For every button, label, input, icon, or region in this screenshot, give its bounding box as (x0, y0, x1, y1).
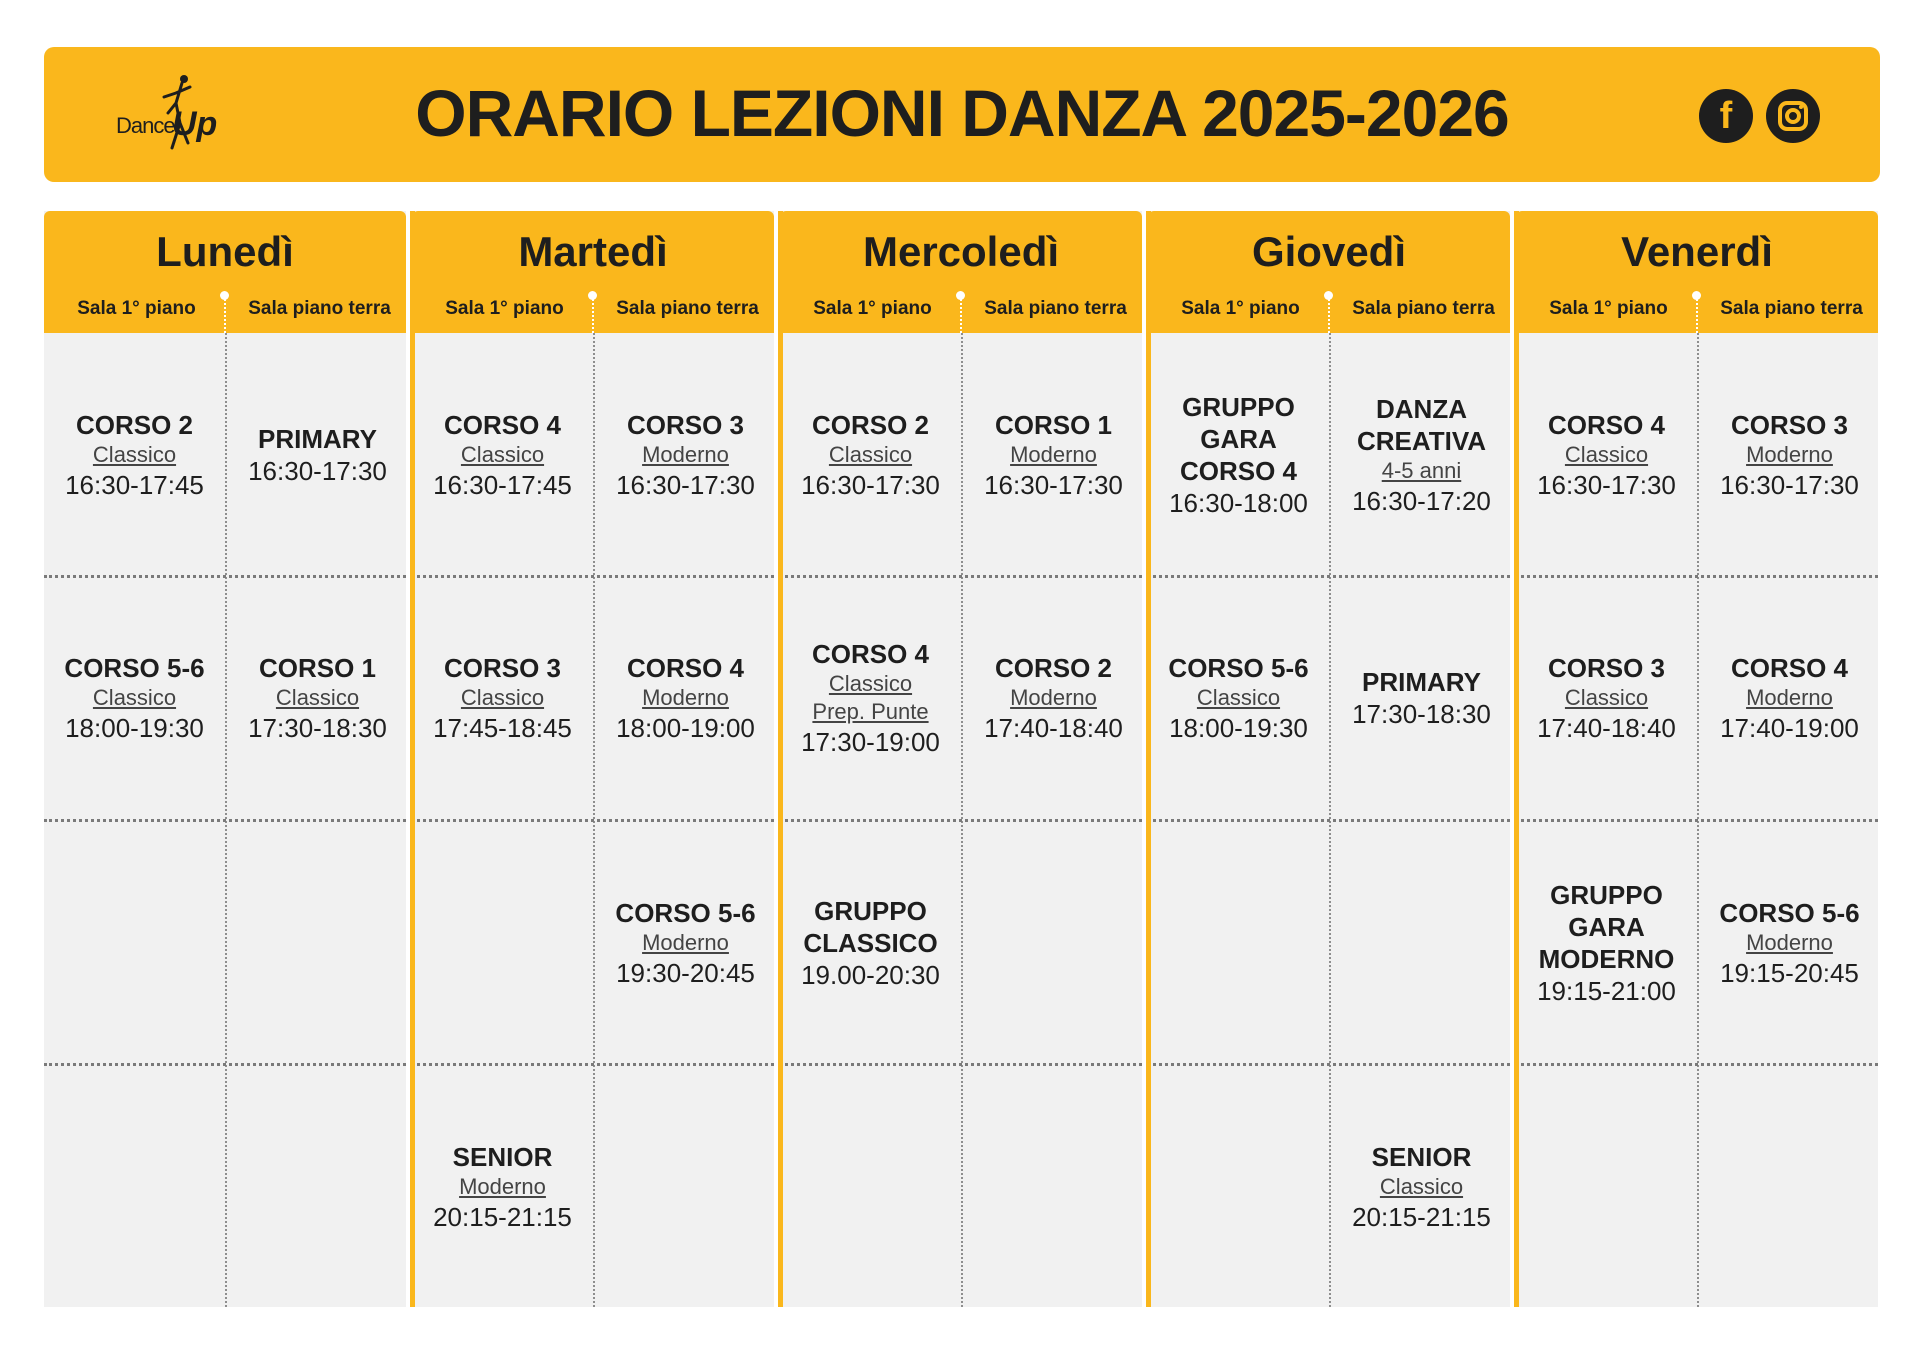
class-cell (227, 333, 406, 576)
class-time: 17:40-19:00 (1720, 712, 1859, 743)
class-name: CORSO 4 (1547, 409, 1666, 440)
room-label: Sala piano terra (248, 298, 391, 319)
class-cell (412, 333, 593, 576)
instagram-icon[interactable] (1766, 89, 1820, 143)
class-cell (1699, 576, 1878, 819)
class-style: Moderno (642, 684, 729, 710)
class-name: CORSO 5-6 (615, 897, 756, 928)
class-cell (1516, 576, 1697, 819)
class-time: 18:00-19:30 (1169, 712, 1308, 743)
class-name: SENIOR (1371, 1141, 1472, 1172)
class-style: Moderno (1746, 684, 1833, 710)
class-time: 20:15-21:15 (433, 1201, 572, 1232)
class-cell (44, 333, 225, 576)
class-name: CORSO 3 (443, 652, 562, 683)
class-cell (1516, 333, 1697, 576)
day-header (1516, 211, 1878, 333)
room-label: Sala 1° piano (1181, 298, 1300, 319)
class-cell (1331, 1065, 1510, 1307)
day-name: Mercoledì (862, 228, 1060, 275)
class-style: Classico (92, 684, 177, 710)
day-header (1148, 211, 1510, 333)
class-time: 16:30-17:30 (801, 469, 940, 500)
class-cell (44, 576, 225, 819)
class-style: Classico (1379, 1173, 1464, 1199)
class-name: GRUPPO GARA MODERNO (1538, 879, 1675, 974)
class-style: Moderno (459, 1173, 546, 1199)
class-style: Classico (1196, 684, 1281, 710)
class-cell (1699, 333, 1878, 576)
class-time: 16:30-17:30 (984, 469, 1123, 500)
day-header (780, 211, 1142, 333)
room-label: Sala 1° piano (445, 298, 564, 319)
class-cell (412, 1065, 593, 1307)
class-time: 16:30-17:45 (433, 469, 572, 500)
class-time: 16:30-17:30 (1537, 469, 1676, 500)
facebook-glyph: f (1719, 95, 1733, 137)
day-header (412, 211, 774, 333)
class-name: CORSO 5-6 (1168, 652, 1309, 683)
class-cell (595, 821, 774, 1064)
day-header (44, 211, 406, 333)
logo-word-up: Up (172, 105, 218, 143)
class-time: 16:30-17:20 (1352, 485, 1491, 516)
class-name: GRUPPO GARA CORSO 4 (1179, 391, 1298, 486)
day-column (780, 211, 1142, 1307)
class-time: 16:30-17:30 (1720, 469, 1859, 500)
page-title: ORARIO LEZIONI DANZA 2025-2026 (415, 76, 1509, 150)
class-name: CORSO 4 (811, 638, 930, 669)
class-cell (1699, 821, 1878, 1064)
class-style: Classico Prep. Punte (812, 670, 929, 724)
class-style: Classico (460, 684, 545, 710)
day-name: Lunedì (156, 228, 294, 275)
class-style: Moderno (1010, 684, 1097, 710)
class-style: Moderno (1746, 441, 1833, 467)
room-label: Sala 1° piano (813, 298, 932, 319)
class-time: 17:40-18:40 (984, 712, 1123, 743)
class-name: SENIOR (452, 1141, 553, 1172)
class-cell (1148, 333, 1329, 576)
room-divider (1696, 299, 1698, 333)
room-divider (960, 299, 962, 333)
class-time: 17:40-18:40 (1537, 712, 1676, 743)
class-time: 20:15-21:15 (1352, 1201, 1491, 1232)
class-name: CORSO 3 (626, 409, 745, 440)
facebook-icon[interactable] (1699, 89, 1753, 143)
class-cell (1148, 576, 1329, 819)
day-separator (1514, 211, 1519, 1307)
day-separator (410, 211, 415, 1307)
room-label: Sala piano terra (616, 298, 759, 319)
day-name: Giovedì (1251, 228, 1407, 275)
class-name: PRIMARY (1362, 666, 1481, 697)
day-column (44, 211, 406, 1307)
day-name: Martedì (518, 228, 668, 275)
class-cell (227, 576, 406, 819)
class-style: Moderno (642, 929, 729, 955)
class-style: 4-5 anni (1381, 457, 1462, 483)
day-column (1516, 211, 1878, 1307)
class-name: CORSO 2 (811, 409, 930, 440)
room-divider (592, 299, 594, 333)
day-column (412, 211, 774, 1307)
class-style: Classico (275, 684, 360, 710)
class-style: Classico (460, 441, 545, 467)
class-style: Classico (92, 441, 177, 467)
class-time: 19.00-20:30 (801, 959, 940, 990)
room-label: Sala 1° piano (77, 298, 196, 319)
class-name: PRIMARY (258, 423, 377, 454)
class-time: 16:30-17:45 (65, 469, 204, 500)
class-name: CORSO 1 (258, 652, 377, 683)
room-label: Sala piano terra (1352, 298, 1495, 319)
class-style: Moderno (1746, 929, 1833, 955)
class-cell (595, 333, 774, 576)
day-separator (1146, 211, 1151, 1307)
header-banner (44, 47, 1880, 182)
time-slot-divider (44, 819, 406, 822)
class-name: CORSO 4 (626, 652, 745, 683)
day-column (1148, 211, 1510, 1307)
class-name: CORSO 4 (443, 409, 562, 440)
room-divider (1328, 299, 1330, 333)
class-time: 18:00-19:30 (65, 712, 204, 743)
room-label: Sala 1° piano (1549, 298, 1668, 319)
class-name: CORSO 4 (1730, 652, 1849, 683)
class-time: 16:30-17:30 (616, 469, 755, 500)
class-cell (412, 576, 593, 819)
day-separator (778, 211, 783, 1307)
class-cell (780, 333, 961, 576)
class-name: DANZA CREATIVA (1356, 393, 1487, 456)
room-label: Sala piano terra (984, 298, 1127, 319)
class-time: 17:30-18:30 (248, 712, 387, 743)
class-time: 19:30-20:45 (616, 957, 755, 988)
class-time: 16:30-17:30 (248, 455, 387, 486)
day-name: Venerdì (1621, 228, 1773, 275)
class-style: Moderno (642, 441, 729, 467)
class-name: CORSO 5-6 (1719, 897, 1860, 928)
class-style: Moderno (1010, 441, 1097, 467)
class-time: 17:45-18:45 (433, 712, 572, 743)
class-style: Classico (1564, 684, 1649, 710)
class-time: 18:00-19:00 (616, 712, 755, 743)
class-cell (595, 576, 774, 819)
class-time: 19:15-21:00 (1537, 975, 1676, 1006)
class-cell (1516, 821, 1697, 1064)
class-time: 17:30-19:00 (801, 726, 940, 757)
class-name: CORSO 3 (1547, 652, 1666, 683)
logo-word-dance: Dance (116, 113, 175, 138)
room-divider (224, 299, 226, 333)
class-name: CORSO 1 (994, 409, 1113, 440)
class-cell (963, 576, 1142, 819)
class-time: 17:30-18:30 (1352, 698, 1491, 729)
class-name: GRUPPO CLASSICO (803, 895, 938, 958)
class-time: 19:15-20:45 (1720, 957, 1859, 988)
class-name: CORSO 3 (1730, 409, 1849, 440)
class-cell (1331, 576, 1510, 819)
class-cell (780, 576, 961, 819)
room-label: Sala piano terra (1720, 298, 1863, 319)
class-cell (1331, 333, 1510, 576)
class-name: CORSO 2 (994, 652, 1113, 683)
time-slot-divider (1148, 819, 1510, 822)
class-cell (963, 333, 1142, 576)
class-style: Classico (1564, 441, 1649, 467)
class-style: Classico (828, 441, 913, 467)
time-slot-divider (44, 1063, 406, 1066)
class-cell (780, 821, 961, 1064)
class-name: CORSO 2 (75, 409, 194, 440)
class-time: 16:30-18:00 (1169, 487, 1308, 518)
class-name: CORSO 5-6 (64, 652, 205, 683)
